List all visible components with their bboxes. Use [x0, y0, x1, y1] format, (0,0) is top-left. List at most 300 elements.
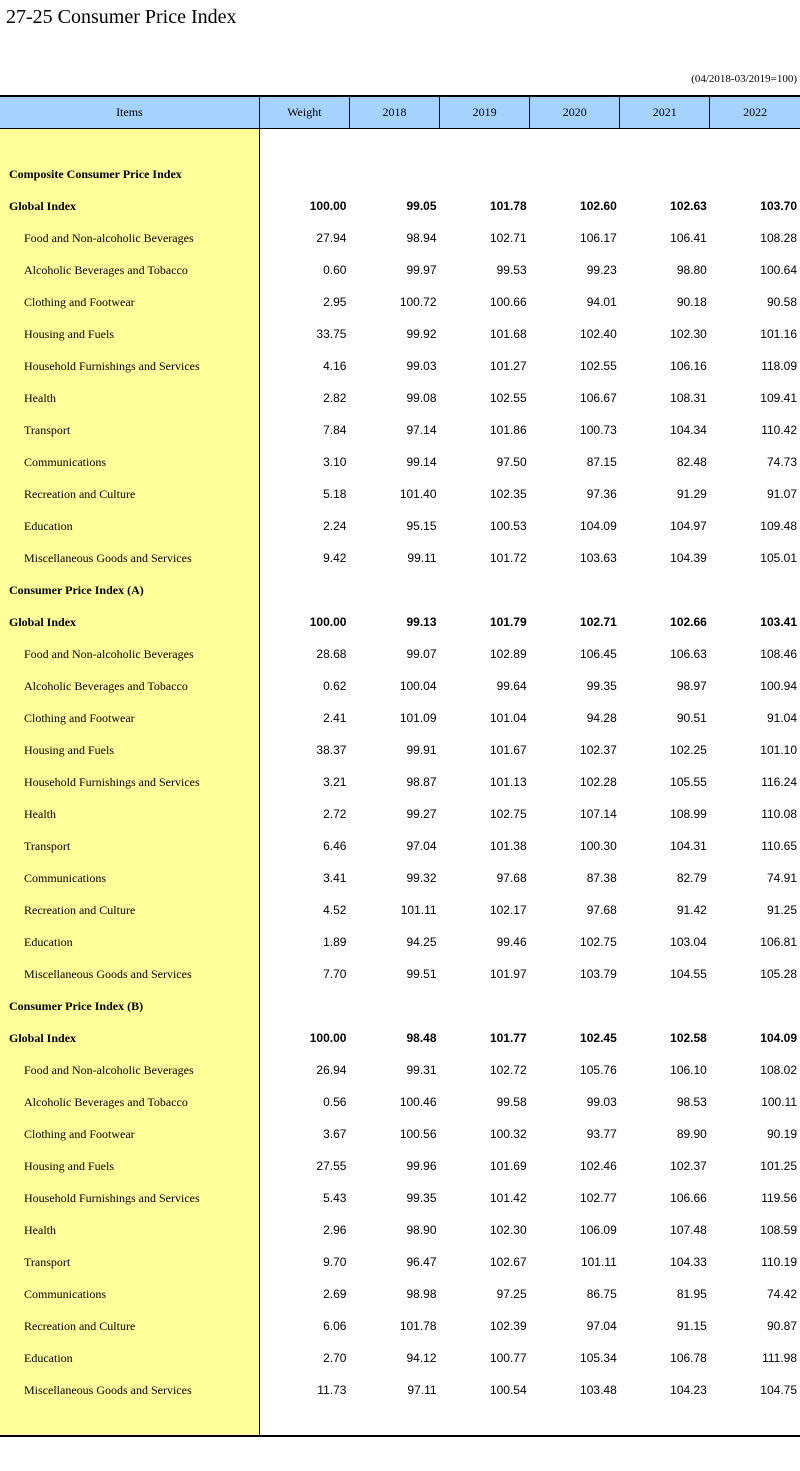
value-cell: 100.54: [489, 1383, 527, 1397]
column-header-2022: 2022: [710, 96, 800, 128]
value-cell: 106.45: [580, 647, 617, 661]
value-cell: 99.92: [406, 327, 437, 341]
value-cell: 102.75: [489, 807, 527, 821]
table-row: [0, 1086, 800, 1118]
item-label: Recreation and Culture: [0, 478, 259, 510]
value-cell: 102.71: [580, 615, 617, 629]
value-cell: 101.79: [489, 615, 527, 629]
value-cell: 101.97: [489, 967, 527, 981]
value-cell: 109.48: [760, 519, 797, 533]
value-cell: 74.73: [766, 455, 797, 469]
value-cell: [530, 574, 620, 606]
value-cell: 100.00: [309, 615, 347, 629]
value-cell: 105.34: [580, 1351, 617, 1365]
value-cell: 104.09: [580, 519, 617, 533]
value-cell: 87.15: [586, 455, 617, 469]
table-row: [0, 478, 800, 510]
column-header-2020: 2020: [530, 96, 620, 128]
value-cell: 99.53: [496, 263, 527, 277]
value-cell: 26.94: [316, 1063, 347, 1077]
value-cell: 104.34: [670, 423, 707, 437]
value-cell: 110.08: [761, 807, 797, 821]
value-cell: 101.42: [489, 1191, 527, 1205]
value-cell: [440, 574, 530, 606]
value-cell: 100.64: [760, 263, 797, 277]
value-cell: 99.03: [586, 1095, 617, 1109]
value-cell: 87.38: [586, 871, 617, 885]
value-cell: [620, 158, 710, 190]
value-cell: [440, 1406, 530, 1436]
value-cell: 100.53: [489, 519, 527, 533]
value-cell: 90.19: [766, 1127, 797, 1141]
item-label: Recreation and Culture: [0, 894, 259, 926]
item-label: Recreation and Culture: [0, 1310, 259, 1342]
value-cell: 9.42: [323, 551, 347, 565]
value-cell: 99.31: [406, 1063, 437, 1077]
value-cell: [710, 1406, 800, 1436]
value-cell: 102.25: [670, 743, 707, 757]
value-cell: 98.94: [406, 231, 437, 245]
value-cell: 99.32: [406, 871, 437, 885]
value-cell: 101.67: [489, 743, 527, 757]
value-cell: [530, 1406, 620, 1436]
section-title-row: [0, 158, 800, 190]
value-cell: 102.55: [580, 359, 617, 373]
value-cell: 101.25: [760, 1159, 797, 1173]
item-label: Food and Non-alcoholic Beverages: [0, 638, 259, 670]
value-cell: 105.01: [760, 551, 797, 565]
value-cell: 97.25: [496, 1287, 527, 1301]
value-cell: 91.07: [766, 487, 797, 501]
item-label: Household Furnishings and Services: [0, 766, 259, 798]
value-cell: 27.94: [316, 231, 347, 245]
table-row: [0, 766, 800, 798]
value-cell: [259, 1406, 349, 1436]
table-row: [0, 1054, 800, 1086]
value-cell: 101.38: [489, 839, 527, 853]
value-cell: 110.19: [761, 1255, 797, 1269]
value-cell: 111.98: [762, 1351, 797, 1365]
column-header-2019: 2019: [440, 96, 530, 128]
value-cell: 108.31: [670, 391, 707, 405]
value-cell: 102.72: [489, 1063, 527, 1077]
section-title: Composite Consumer Price Index: [0, 158, 259, 190]
value-cell: 100.00: [309, 199, 347, 213]
value-cell: 102.55: [489, 391, 527, 405]
table-row: [0, 1246, 800, 1278]
value-cell: 102.28: [580, 775, 617, 789]
value-cell: 102.30: [670, 327, 707, 341]
value-cell: [620, 574, 710, 606]
value-cell: 102.66: [670, 615, 707, 629]
item-label: Miscellaneous Goods and Services: [0, 958, 259, 990]
column-header-2021: 2021: [620, 96, 710, 128]
value-cell: 108.02: [760, 1063, 797, 1077]
value-cell: 98.97: [676, 679, 707, 693]
value-cell: [530, 158, 620, 190]
table-row: [0, 606, 800, 638]
value-cell: [530, 990, 620, 1022]
value-cell: 119.56: [761, 1191, 797, 1205]
item-label: Health: [0, 382, 259, 414]
value-cell: 100.56: [399, 1127, 437, 1141]
value-cell: 102.35: [489, 487, 527, 501]
value-cell: 101.27: [489, 359, 527, 373]
value-cell: 90.18: [676, 295, 707, 309]
value-cell: 0.60: [323, 263, 347, 277]
value-cell: [440, 990, 530, 1022]
value-cell: 3.41: [323, 871, 347, 885]
value-cell: 100.04: [399, 679, 437, 693]
item-label: Health: [0, 798, 259, 830]
table-row: [0, 1278, 800, 1310]
value-cell: 104.31: [670, 839, 707, 853]
value-cell: 100.94: [760, 679, 797, 693]
table-row: [0, 670, 800, 702]
value-cell: 101.10: [760, 743, 797, 757]
value-cell: [349, 128, 439, 158]
item-label: Transport: [0, 414, 259, 446]
value-cell: 99.23: [586, 263, 617, 277]
item-label: Household Furnishings and Services: [0, 1182, 259, 1214]
value-cell: 99.46: [496, 935, 527, 949]
value-cell: 102.30: [489, 1223, 527, 1237]
table-row: [0, 862, 800, 894]
value-cell: 99.08: [406, 391, 437, 405]
item-label: Alcoholic Beverages and Tobacco: [0, 1086, 259, 1118]
base-period-note: (04/2018-03/2019=100): [691, 73, 797, 85]
value-cell: 3.10: [323, 455, 347, 469]
table-row: [0, 446, 800, 478]
value-cell: 99.11: [407, 551, 437, 565]
value-cell: 82.48: [676, 455, 707, 469]
table-header-row: [0, 96, 800, 128]
value-cell: 0.62: [323, 679, 347, 693]
value-cell: 116.24: [761, 775, 797, 789]
table-row: [0, 542, 800, 574]
value-cell: 97.11: [407, 1383, 437, 1397]
value-cell: 106.78: [670, 1351, 707, 1365]
value-cell: 4.16: [323, 359, 347, 373]
value-cell: 102.37: [580, 743, 617, 757]
value-cell: 102.67: [489, 1255, 527, 1269]
value-cell: 102.63: [670, 199, 707, 213]
value-cell: 97.14: [406, 423, 437, 437]
page-title: 27-25 Consumer Price Index: [6, 6, 237, 28]
item-cell: [0, 128, 259, 158]
value-cell: 106.16: [670, 359, 707, 373]
value-cell: 105.76: [580, 1063, 617, 1077]
value-cell: 110.65: [761, 839, 797, 853]
value-cell: [259, 574, 349, 606]
value-cell: 106.81: [760, 935, 797, 949]
value-cell: 100.00: [309, 1031, 347, 1045]
spacer-row: [0, 1406, 800, 1436]
value-cell: 94.28: [586, 711, 617, 725]
value-cell: 90.58: [766, 295, 797, 309]
value-cell: 91.15: [676, 1319, 707, 1333]
value-cell: 102.77: [580, 1191, 617, 1205]
value-cell: 99.35: [406, 1191, 437, 1205]
value-cell: 97.36: [586, 487, 617, 501]
value-cell: [259, 158, 349, 190]
value-cell: 106.09: [580, 1223, 617, 1237]
value-cell: 91.04: [766, 711, 797, 725]
table-row: [0, 510, 800, 542]
column-header-weight: Weight: [259, 96, 349, 128]
item-label: Communications: [0, 862, 259, 894]
value-cell: 105.28: [760, 967, 797, 981]
value-cell: 108.59: [760, 1223, 797, 1237]
table-body: [0, 128, 800, 1436]
value-cell: [530, 128, 620, 158]
value-cell: 99.03: [406, 359, 437, 373]
value-cell: 0.56: [323, 1095, 347, 1109]
value-cell: 100.66: [489, 295, 527, 309]
value-cell: 33.75: [316, 327, 347, 341]
table-row: [0, 318, 800, 350]
value-cell: 89.90: [676, 1127, 707, 1141]
table-row: [0, 254, 800, 286]
value-cell: 103.70: [760, 199, 797, 213]
value-cell: 106.17: [580, 231, 617, 245]
table-row: [0, 382, 800, 414]
value-cell: 106.63: [670, 647, 707, 661]
value-cell: 101.11: [580, 1255, 617, 1269]
table-row: [0, 926, 800, 958]
value-cell: 103.41: [760, 615, 797, 629]
table-row: [0, 702, 800, 734]
value-cell: 97.04: [586, 1319, 617, 1333]
value-cell: 7.84: [323, 423, 347, 437]
item-label: Food and Non-alcoholic Beverages: [0, 1054, 259, 1086]
value-cell: 100.46: [399, 1095, 437, 1109]
item-label: Global Index: [0, 190, 259, 222]
value-cell: 101.13: [489, 775, 527, 789]
value-cell: [620, 1406, 710, 1436]
item-label: Education: [0, 1342, 259, 1374]
value-cell: 101.40: [399, 487, 437, 501]
value-cell: 104.33: [670, 1255, 707, 1269]
value-cell: 98.53: [676, 1095, 707, 1109]
table-row: [0, 1022, 800, 1054]
value-cell: 98.87: [406, 775, 437, 789]
value-cell: 6.06: [323, 1319, 347, 1333]
value-cell: [620, 128, 710, 158]
section-title: Consumer Price Index (B): [0, 990, 259, 1022]
item-label: Alcoholic Beverages and Tobacco: [0, 670, 259, 702]
value-cell: [349, 158, 439, 190]
item-label: Clothing and Footwear: [0, 702, 259, 734]
value-cell: 102.89: [489, 647, 527, 661]
value-cell: 109.41: [760, 391, 797, 405]
value-cell: 2.82: [323, 391, 347, 405]
table-row: [0, 1342, 800, 1374]
value-cell: 100.30: [580, 839, 617, 853]
value-cell: 102.37: [670, 1159, 707, 1173]
table-row: [0, 1214, 800, 1246]
item-label: Miscellaneous Goods and Services: [0, 542, 259, 574]
column-header-items: Items: [0, 96, 259, 128]
value-cell: 102.46: [580, 1159, 617, 1173]
item-label: Clothing and Footwear: [0, 1118, 259, 1150]
value-cell: 74.91: [766, 871, 797, 885]
value-cell: [710, 574, 800, 606]
table-row: [0, 1310, 800, 1342]
value-cell: [620, 990, 710, 1022]
table-row: [0, 222, 800, 254]
value-cell: 97.68: [496, 871, 527, 885]
value-cell: 102.71: [489, 231, 527, 245]
value-cell: 99.91: [406, 743, 437, 757]
item-label: Transport: [0, 1246, 259, 1278]
item-label: Housing and Fuels: [0, 1150, 259, 1182]
value-cell: 110.42: [761, 423, 797, 437]
value-cell: 99.51: [406, 967, 437, 981]
table-row: [0, 734, 800, 766]
value-cell: 94.25: [406, 935, 437, 949]
value-cell: 104.39: [670, 551, 707, 565]
table-row: [0, 350, 800, 382]
item-label: Education: [0, 510, 259, 542]
value-cell: 101.78: [399, 1319, 437, 1333]
value-cell: 99.14: [406, 455, 437, 469]
value-cell: 105.55: [670, 775, 707, 789]
item-label: Miscellaneous Goods and Services: [0, 1374, 259, 1406]
value-cell: 106.41: [670, 231, 707, 245]
value-cell: 2.72: [323, 807, 347, 821]
value-cell: 101.77: [489, 1031, 527, 1045]
value-cell: 118.09: [761, 359, 797, 373]
table-row: [0, 414, 800, 446]
value-cell: 90.51: [676, 711, 707, 725]
value-cell: 101.78: [489, 199, 527, 213]
value-cell: 82.79: [676, 871, 707, 885]
value-cell: 90.87: [766, 1319, 797, 1333]
item-label: Transport: [0, 830, 259, 862]
value-cell: 11.73: [317, 1383, 347, 1397]
value-cell: 99.97: [406, 263, 437, 277]
value-cell: 106.10: [670, 1063, 707, 1077]
value-cell: 103.04: [670, 935, 707, 949]
value-cell: 99.96: [406, 1159, 437, 1173]
value-cell: 1.89: [323, 935, 347, 949]
value-cell: 3.21: [323, 775, 347, 789]
value-cell: 74.42: [766, 1287, 797, 1301]
value-cell: [349, 990, 439, 1022]
table-row: [0, 1182, 800, 1214]
value-cell: 100.72: [399, 295, 437, 309]
value-cell: 96.47: [406, 1255, 437, 1269]
value-cell: 101.69: [489, 1159, 527, 1173]
item-label: Food and Non-alcoholic Beverages: [0, 222, 259, 254]
value-cell: 102.40: [580, 327, 617, 341]
value-cell: 5.18: [323, 487, 347, 501]
value-cell: 99.35: [586, 679, 617, 693]
value-cell: 101.16: [760, 327, 797, 341]
value-cell: [440, 158, 530, 190]
value-cell: 4.52: [323, 903, 347, 917]
value-cell: 99.58: [496, 1095, 527, 1109]
item-label: Household Furnishings and Services: [0, 350, 259, 382]
value-cell: 100.73: [580, 423, 617, 437]
value-cell: 103.79: [580, 967, 617, 981]
table-row: [0, 1118, 800, 1150]
value-cell: 86.75: [586, 1287, 617, 1301]
value-cell: [440, 128, 530, 158]
value-cell: 99.27: [406, 807, 437, 821]
value-cell: 108.99: [670, 807, 707, 821]
item-label: Housing and Fuels: [0, 318, 259, 350]
value-cell: 107.14: [580, 807, 617, 821]
table-row: [0, 958, 800, 990]
value-cell: 108.28: [760, 231, 797, 245]
table-row: [0, 830, 800, 862]
value-cell: 2.95: [323, 295, 347, 309]
value-cell: 100.77: [489, 1351, 527, 1365]
value-cell: 95.15: [406, 519, 437, 533]
value-cell: 104.23: [670, 1383, 707, 1397]
value-cell: 101.86: [489, 423, 527, 437]
value-cell: 97.04: [406, 839, 437, 853]
item-label: Alcoholic Beverages and Tobacco: [0, 254, 259, 286]
table-row: [0, 1374, 800, 1406]
value-cell: 100.32: [489, 1127, 527, 1141]
value-cell: 27.55: [316, 1159, 347, 1173]
value-cell: 91.42: [676, 903, 707, 917]
value-cell: 91.25: [766, 903, 797, 917]
table-row: [0, 1150, 800, 1182]
value-cell: [710, 990, 800, 1022]
value-cell: 101.09: [399, 711, 437, 725]
value-cell: 94.01: [586, 295, 617, 309]
item-label: Health: [0, 1214, 259, 1246]
value-cell: 3.67: [323, 1127, 347, 1141]
value-cell: 99.64: [496, 679, 527, 693]
value-cell: 81.95: [676, 1287, 707, 1301]
value-cell: 7.70: [323, 967, 347, 981]
value-cell: 91.29: [676, 487, 707, 501]
value-cell: [259, 128, 349, 158]
value-cell: 28.68: [316, 647, 347, 661]
value-cell: 2.24: [323, 519, 347, 533]
value-cell: [710, 128, 800, 158]
table-row: [0, 638, 800, 670]
value-cell: 107.48: [670, 1223, 707, 1237]
spacer-row: [0, 128, 800, 158]
table-row: [0, 894, 800, 926]
value-cell: 38.37: [316, 743, 347, 757]
value-cell: 101.68: [489, 327, 527, 341]
value-cell: [259, 990, 349, 1022]
value-cell: 104.55: [670, 967, 707, 981]
value-cell: 99.05: [406, 199, 437, 213]
value-cell: 5.43: [323, 1191, 347, 1205]
value-cell: 104.75: [760, 1383, 797, 1397]
value-cell: 104.97: [670, 519, 707, 533]
value-cell: 99.07: [406, 647, 437, 661]
value-cell: 102.39: [489, 1319, 527, 1333]
value-cell: 108.46: [760, 647, 797, 661]
value-cell: 6.46: [323, 839, 347, 853]
column-header-2018: 2018: [349, 96, 439, 128]
table-row: [0, 286, 800, 318]
value-cell: [349, 1406, 439, 1436]
value-cell: 2.69: [323, 1287, 347, 1301]
cpi-table: [0, 95, 800, 1437]
value-cell: 98.90: [406, 1223, 437, 1237]
value-cell: [349, 574, 439, 606]
